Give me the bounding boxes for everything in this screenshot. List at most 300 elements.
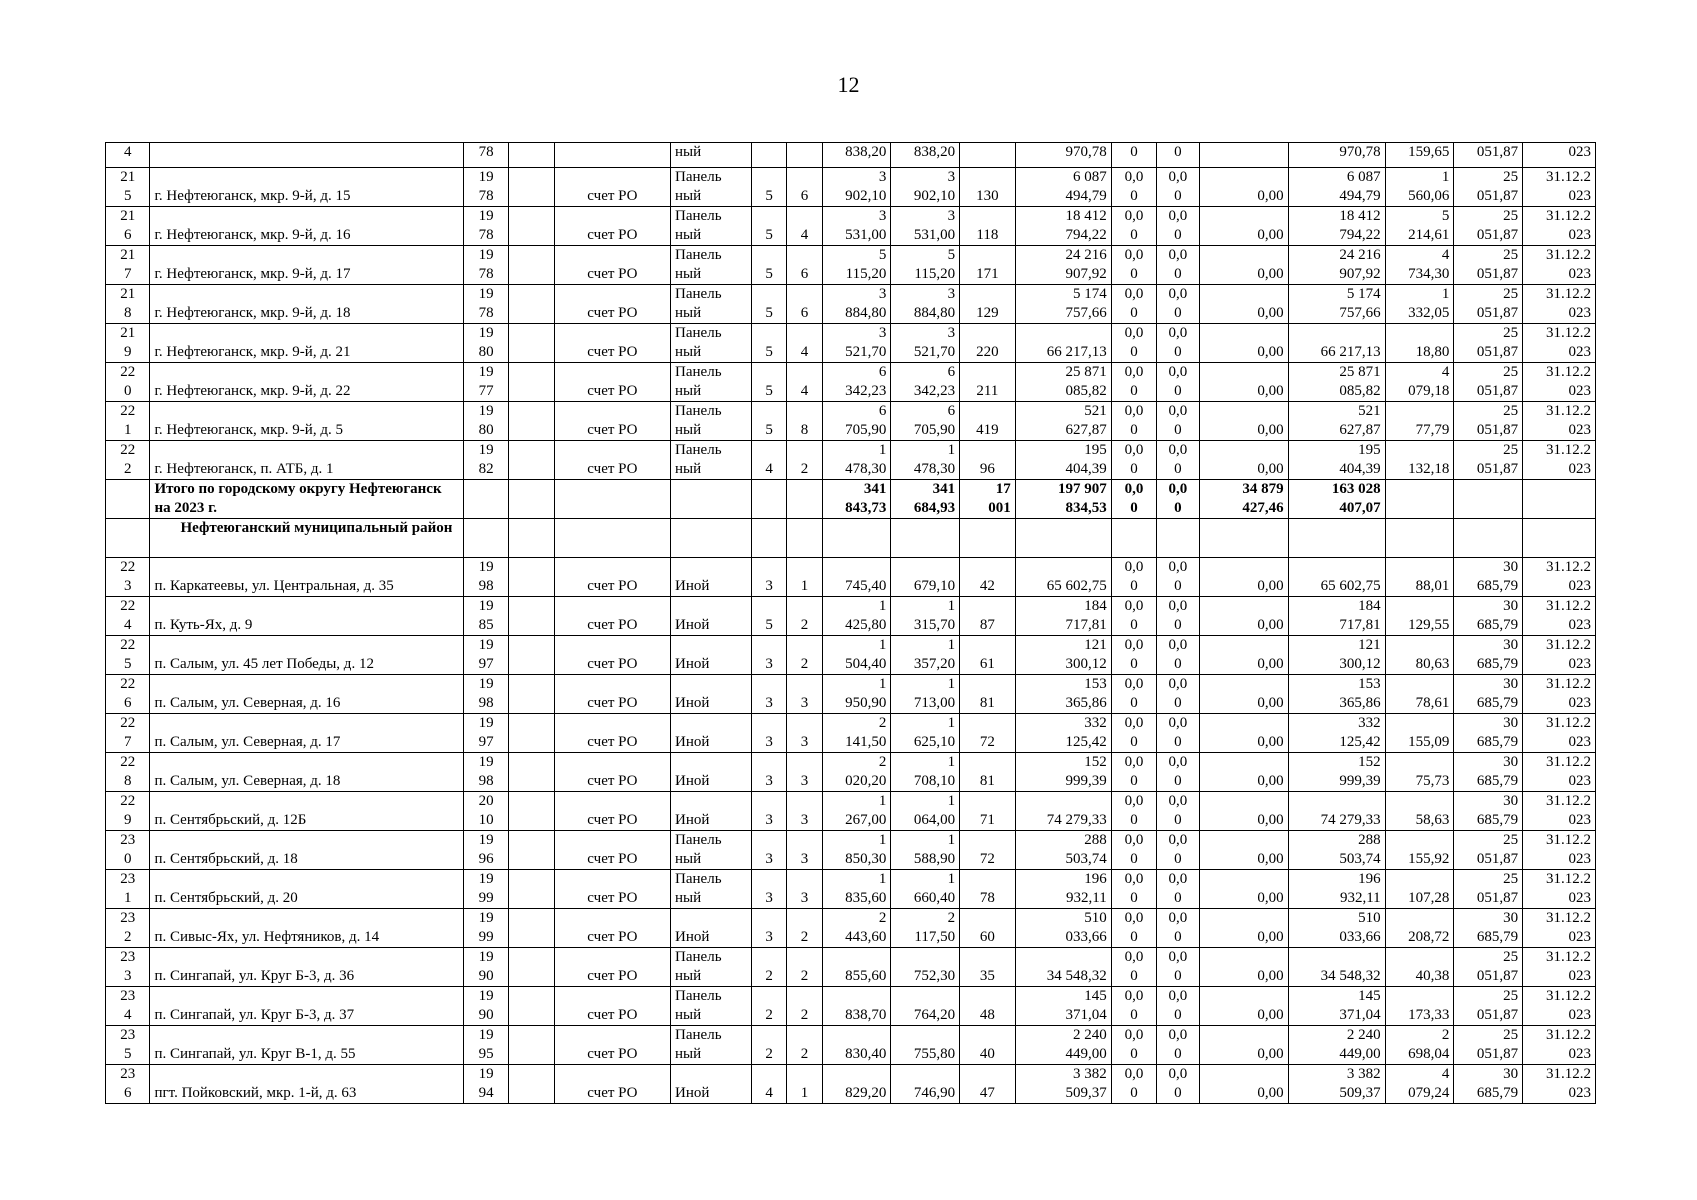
build-year — [463, 402, 508, 441]
fund-method-line: счет РО — [587, 578, 638, 594]
row-number-line: 21 — [120, 208, 136, 224]
cost-per-m2-line: 079,18 — [1408, 383, 1450, 399]
cost-per-m2-line — [1390, 714, 1450, 733]
row-number — [106, 285, 150, 324]
cost-zero-1-line: 0,0 — [1124, 247, 1144, 263]
build-year — [463, 1065, 508, 1104]
fund-method — [554, 870, 670, 909]
cost-ro-line: 033,66 — [1339, 929, 1381, 945]
table-row — [106, 246, 1596, 285]
address — [150, 831, 463, 870]
build-year — [463, 558, 508, 597]
wall-material-line: Панель — [675, 871, 722, 887]
address-line: г. Нефтеюганск, мкр. 9-й, д. 21 — [154, 344, 351, 360]
cost-ro-line: 365,86 — [1339, 695, 1381, 711]
cost-zero-2-line: 0 — [1174, 734, 1182, 750]
cost-per-m2-line: 155,09 — [1408, 734, 1450, 750]
residents — [960, 714, 1016, 753]
row-number — [106, 909, 150, 948]
floors — [751, 363, 786, 402]
area-living — [891, 636, 960, 675]
cost-total — [1015, 636, 1111, 675]
fund-method — [554, 675, 670, 714]
cost-limit — [1454, 1065, 1523, 1104]
cost-zero-1 — [1111, 597, 1156, 636]
floors — [751, 441, 786, 480]
table-row — [106, 792, 1596, 831]
cost-per-m2-line: 173,33 — [1408, 1007, 1450, 1023]
cost-per-m2-line: 332,05 — [1408, 305, 1450, 321]
cost-total-line: 121 — [1084, 637, 1107, 653]
fund-method — [554, 948, 670, 987]
cost-ro — [1288, 792, 1385, 831]
address — [150, 441, 463, 480]
blank-col — [509, 714, 554, 753]
build-year-line: 19 — [478, 364, 494, 380]
cost-zero-2-line: 0 — [1174, 578, 1182, 594]
cost-other-line: 0,00 — [1257, 422, 1284, 438]
cost-other-line: 0,00 — [1257, 695, 1284, 711]
address-line: г. Нефтеюганск, мкр. 9-й, д. 22 — [154, 383, 351, 399]
cost-total-line: 34 548,32 — [1046, 968, 1107, 984]
cost-other-line: 0,00 — [1257, 344, 1284, 360]
residents-line: 81 — [979, 773, 995, 789]
floors — [751, 324, 786, 363]
deadline-line: 023 — [1568, 968, 1591, 984]
entrances — [787, 597, 822, 636]
cost-ro-line: 34 548,32 — [1320, 968, 1381, 984]
entrances-line: 2 — [800, 1007, 809, 1023]
residents-line: 87 — [979, 617, 995, 633]
cost-per-m2 — [1385, 714, 1454, 753]
deadline-line: 31.12.2 — [1546, 598, 1591, 614]
entrances — [787, 441, 822, 480]
total-label — [150, 480, 463, 519]
cost-limit-line: 30 — [1503, 715, 1519, 731]
cost-zero-1-line: 0 — [1130, 851, 1138, 867]
residents-line: 96 — [979, 461, 995, 477]
row-number-line: 4 — [123, 1007, 132, 1023]
blank-col — [671, 519, 752, 558]
cost-limit-line: 25 — [1503, 442, 1519, 458]
cost-zero-2-line: 0 — [1174, 812, 1182, 828]
cost-zero-1-line: 0 — [1130, 929, 1138, 945]
area-living-line: 1 — [947, 676, 956, 692]
residents-line: 118 — [976, 227, 999, 243]
residents-line: 72 — [979, 734, 995, 750]
total-area-total-line: 843,73 — [845, 500, 887, 516]
residents-line: 220 — [976, 344, 999, 360]
cost-total-line: 794,22 — [1065, 227, 1107, 243]
cost-zero-2-line: 0,0 — [1168, 754, 1188, 770]
floors-line: 5 — [765, 422, 773, 438]
area-living-line — [895, 1026, 955, 1045]
cost-total-line: 65 602,75 — [1046, 578, 1107, 594]
area-living-line: 342,23 — [913, 383, 956, 399]
address — [150, 597, 463, 636]
fund-method-line: счет РО — [587, 929, 638, 945]
area-total-line: 838,70 — [845, 1007, 887, 1023]
address — [150, 207, 463, 246]
area-total-line: 1 — [878, 598, 887, 614]
cost-zero-2-line: 0,0 — [1168, 676, 1188, 692]
area-total — [822, 870, 891, 909]
build-year: 78 — [463, 143, 508, 168]
floors — [751, 402, 786, 441]
build-year — [463, 792, 508, 831]
area-total-line: 3 — [878, 286, 887, 302]
cost-zero-2-line: 0,0 — [1168, 208, 1188, 224]
cost-zero-2-line: 0 — [1174, 188, 1182, 204]
build-year-line: 78 — [478, 227, 494, 243]
cost-zero-2-line: 0 — [1174, 1085, 1182, 1101]
area-total-line: 1 — [878, 793, 887, 809]
deadline-line: 31.12.2 — [1546, 403, 1591, 419]
cost-per-m2-line — [1390, 597, 1450, 616]
cost-other — [1199, 441, 1288, 480]
cost-ro-line — [1293, 558, 1381, 577]
cost-zero-1-line: 0 — [1130, 344, 1138, 360]
cost-ro-line: 404,39 — [1339, 461, 1381, 477]
deadline-line: 023 — [1568, 266, 1591, 282]
deadline — [1523, 987, 1596, 1026]
cost-zero-2 — [1157, 636, 1199, 675]
cost-total-line: 907,92 — [1065, 266, 1107, 282]
cost-limit-line: 30 — [1503, 598, 1519, 614]
cost-ro-line: 717,81 — [1339, 617, 1381, 633]
deadline-line: 023 — [1568, 578, 1591, 594]
cost-per-m2-line — [1390, 792, 1450, 811]
cost-zero-1-line: 0 — [1130, 617, 1138, 633]
fund-method — [554, 792, 670, 831]
blank-col — [1288, 519, 1385, 558]
cost-per-m2 — [1385, 168, 1454, 207]
area-total-line: 115,20 — [845, 266, 887, 282]
build-year-line: 10 — [478, 812, 494, 828]
blank-col — [509, 753, 554, 792]
address — [150, 987, 463, 1026]
area-total-line: 2 — [878, 910, 887, 926]
deadline-line: 31.12.2 — [1546, 286, 1591, 302]
cost-per-m2-line: 5 — [1441, 208, 1450, 224]
cost-other — [1199, 948, 1288, 987]
cost-per-m2-line — [1390, 948, 1450, 967]
total-zero-1-line: 0 — [1130, 500, 1138, 516]
cost-total-line: 6 087 — [1072, 169, 1107, 185]
cost-total-line: 145 — [1084, 988, 1107, 1004]
cost-per-m2-line: 129,55 — [1408, 617, 1450, 633]
cost-total — [1015, 441, 1111, 480]
cost-limit — [1454, 987, 1523, 1026]
wall-material-line: Панель — [675, 403, 722, 419]
cost-total-line: 5 174 — [1072, 286, 1107, 302]
entrances-line: 2 — [800, 1046, 809, 1062]
deadline-line: 023 — [1568, 656, 1591, 672]
build-year-line: 19 — [478, 1027, 494, 1043]
entrances — [787, 909, 822, 948]
area-total-line: 829,20 — [845, 1085, 887, 1101]
area-living-line: 3 — [947, 325, 956, 341]
cost-per-m2-line: 132,18 — [1408, 461, 1450, 477]
cost-total-line: 449,00 — [1065, 1046, 1107, 1062]
cost-ro-line: 153 — [1358, 676, 1381, 692]
cost-zero-2-line: 0,0 — [1168, 1066, 1188, 1082]
deadline: 023 — [1523, 143, 1596, 168]
area-living-line: 708,10 — [913, 773, 956, 789]
cost-total-line: 184 — [1084, 598, 1107, 614]
area-total — [822, 558, 891, 597]
build-year-line: 19 — [478, 949, 494, 965]
blank-col — [1454, 480, 1523, 519]
cost-zero-2-line: 0 — [1174, 617, 1182, 633]
wall-material — [671, 675, 752, 714]
fund-method-line: счет РО — [587, 305, 638, 321]
cost-limit — [1454, 1026, 1523, 1065]
wall-material-line: Панель — [675, 1027, 722, 1043]
residents — [960, 675, 1016, 714]
area-total-line: 1 — [878, 676, 887, 692]
floors-line: 2 — [765, 1007, 773, 1023]
fund-method-line: счет РО — [587, 890, 638, 906]
wall-material — [671, 207, 752, 246]
blank-col — [751, 519, 786, 558]
wall-material-line: Иной — [675, 734, 710, 750]
floors — [751, 948, 786, 987]
cost-other — [1199, 714, 1288, 753]
cost-other — [1199, 753, 1288, 792]
blank-col — [509, 246, 554, 285]
table-row — [106, 207, 1596, 246]
deadline-line: 023 — [1568, 1046, 1591, 1062]
area-total — [822, 207, 891, 246]
table-row — [106, 1065, 1596, 1104]
cost-other — [1199, 168, 1288, 207]
floors-line: 3 — [765, 929, 773, 945]
cost-total — [1015, 675, 1111, 714]
cost-limit-line: 25 — [1503, 364, 1519, 380]
entrances — [787, 792, 822, 831]
cost-per-m2 — [1385, 792, 1454, 831]
cost-other-line: 0,00 — [1257, 929, 1284, 945]
residents — [960, 909, 1016, 948]
row-number-line: 22 — [120, 637, 136, 653]
cost-ro-line: 503,74 — [1339, 851, 1381, 867]
area-living — [891, 870, 960, 909]
total-residents — [960, 480, 1016, 519]
section-title — [150, 519, 463, 558]
build-year-line: 19 — [478, 247, 494, 263]
cost-ro-line: 371,04 — [1339, 1007, 1381, 1023]
area-total-line: 3 — [878, 169, 887, 185]
total-cost-ro-line: 163 028 — [1331, 481, 1381, 497]
area-living — [891, 168, 960, 207]
address — [150, 168, 463, 207]
cost-limit-line: 051,87 — [1476, 344, 1519, 360]
area-total-line: 1 — [878, 871, 887, 887]
cost-per-m2-line: 40,38 — [1415, 968, 1450, 984]
row-number-line: 7 — [123, 734, 132, 750]
area-living-line: 357,20 — [913, 656, 956, 672]
cost-total-line — [1020, 948, 1107, 967]
residents-line: 48 — [979, 1007, 995, 1023]
cost-zero-2-line: 0,0 — [1168, 871, 1188, 887]
row-number-line: 6 — [123, 227, 132, 243]
build-year-line: 19 — [478, 325, 494, 341]
cost-zero-2-line: 0 — [1174, 773, 1182, 789]
row-number — [106, 1026, 150, 1065]
total-zero-2-line: 0 — [1174, 500, 1182, 516]
wall-material-line: ный — [675, 851, 702, 867]
cost-zero-2 — [1157, 402, 1199, 441]
cost-total-line: 74 279,33 — [1046, 812, 1107, 828]
cost-total — [1015, 402, 1111, 441]
deadline-line: 023 — [1568, 890, 1591, 906]
cost-limit-line: 25 — [1503, 247, 1519, 263]
cost-per-m2-line — [1390, 870, 1450, 889]
residents — [960, 246, 1016, 285]
deadline — [1523, 597, 1596, 636]
cost-ro-line: 125,42 — [1339, 734, 1381, 750]
cost-other — [1199, 558, 1288, 597]
cost-total-line: 153 — [1084, 676, 1107, 692]
wall-material-line: ный — [675, 890, 702, 906]
area-total-line — [827, 558, 887, 577]
area-total-line: 850,30 — [845, 851, 887, 867]
wall-material-line — [675, 714, 747, 733]
row-number-line: 5 — [123, 1046, 132, 1062]
cost-zero-2-line: 0 — [1174, 344, 1182, 360]
cost-zero-1 — [1111, 402, 1156, 441]
cost-other — [1199, 675, 1288, 714]
cost-zero-1 — [1111, 753, 1156, 792]
wall-material — [671, 363, 752, 402]
fund-method — [554, 636, 670, 675]
cost-limit-line: 25 — [1503, 286, 1519, 302]
cost-zero-1-line: 0,0 — [1124, 754, 1144, 770]
wall-material-line: ный — [675, 1007, 702, 1023]
build-year — [463, 1026, 508, 1065]
build-year-line: 19 — [478, 871, 494, 887]
cost-zero-2 — [1157, 1026, 1199, 1065]
cost-zero-1-line: 0 — [1130, 968, 1138, 984]
cost-per-m2-line: 208,72 — [1408, 929, 1450, 945]
cost-ro-line: 196 — [1358, 871, 1381, 887]
cost-total-line: 332 — [1084, 715, 1107, 731]
fund-method — [554, 324, 670, 363]
fund-method-line: счет РО — [587, 695, 638, 711]
blank-col — [509, 1065, 554, 1104]
entrances-line: 4 — [800, 227, 809, 243]
cost-per-m2 — [1385, 285, 1454, 324]
cost-other-line: 0,00 — [1257, 890, 1284, 906]
cost-limit — [1454, 870, 1523, 909]
cost-other-line: 0,00 — [1257, 1007, 1284, 1023]
blank-col — [509, 870, 554, 909]
table-row — [106, 441, 1596, 480]
wall-material-line — [675, 675, 747, 694]
cost-ro-line: 757,66 — [1339, 305, 1381, 321]
wall-material — [671, 285, 752, 324]
cost-zero-2-line: 0,0 — [1168, 988, 1188, 1004]
area-living — [891, 714, 960, 753]
address — [150, 246, 463, 285]
deadline-line: 31.12.2 — [1546, 793, 1591, 809]
wall-material — [671, 909, 752, 948]
residents-line: 40 — [979, 1046, 995, 1062]
cost-total — [1015, 558, 1111, 597]
cost-limit — [1454, 597, 1523, 636]
cost-total — [1015, 753, 1111, 792]
cost-total — [1015, 948, 1111, 987]
address — [150, 870, 463, 909]
fund-method-line: счет РО — [587, 1046, 638, 1062]
cost-ro — [1288, 363, 1385, 402]
area-total-line: 425,80 — [845, 617, 887, 633]
row-number-line: 23 — [120, 910, 136, 926]
deadline-line: 023 — [1568, 1085, 1591, 1101]
entrances-line: 4 — [800, 383, 809, 399]
cost-other — [1199, 1026, 1288, 1065]
cost-total — [1015, 246, 1111, 285]
row-number-line: 22 — [120, 754, 136, 770]
row-number-line: 22 — [120, 364, 136, 380]
cost-zero-2 — [1157, 831, 1199, 870]
deadline — [1523, 714, 1596, 753]
row-number-line: 2 — [123, 929, 132, 945]
blank-col — [509, 948, 554, 987]
fund-method-line: счет РО — [587, 461, 638, 477]
area-total-line — [827, 1065, 887, 1084]
cost-zero-1 — [1111, 558, 1156, 597]
cost-limit-line: 25 — [1503, 988, 1519, 1004]
entrances-line: 2 — [800, 461, 809, 477]
cost-per-m2 — [1385, 987, 1454, 1026]
row-number-line: 21 — [120, 247, 136, 263]
cost-per-m2-line — [1390, 402, 1450, 421]
wall-material-line: Панель — [675, 325, 722, 341]
cost-per-m2-line: 4 — [1441, 364, 1450, 380]
cost-ro — [1288, 909, 1385, 948]
cost-ro-line: 195 — [1358, 442, 1381, 458]
cost-other — [1199, 792, 1288, 831]
residents — [960, 1026, 1016, 1065]
residents — [960, 753, 1016, 792]
cost-limit-line: 051,87 — [1476, 890, 1519, 906]
fund-method — [554, 207, 670, 246]
area-total — [822, 1065, 891, 1104]
cost-limit-line: 25 — [1503, 1027, 1519, 1043]
cost-ro-line: 24 216 — [1339, 247, 1381, 263]
fund-method-line: счет РО — [587, 617, 638, 633]
area-living — [891, 207, 960, 246]
cost-per-m2-line — [1390, 831, 1450, 850]
area-total-line: 342,23 — [845, 383, 887, 399]
blank-col — [509, 636, 554, 675]
deadline-line: 023 — [1568, 1007, 1591, 1023]
wall-material-line: ный — [675, 461, 702, 477]
floors — [751, 1065, 786, 1104]
area-total-line: 2 — [878, 754, 887, 770]
blank-col — [787, 480, 822, 519]
residents — [960, 870, 1016, 909]
fund-method — [554, 987, 670, 1026]
address-line: г. Нефтеюганск, мкр. 9-й, д. 5 — [154, 422, 343, 438]
blank-col — [509, 909, 554, 948]
cost-limit-line: 051,87 — [1476, 266, 1519, 282]
cost-per-m2 — [1385, 207, 1454, 246]
table-row — [106, 636, 1596, 675]
area-total — [822, 714, 891, 753]
